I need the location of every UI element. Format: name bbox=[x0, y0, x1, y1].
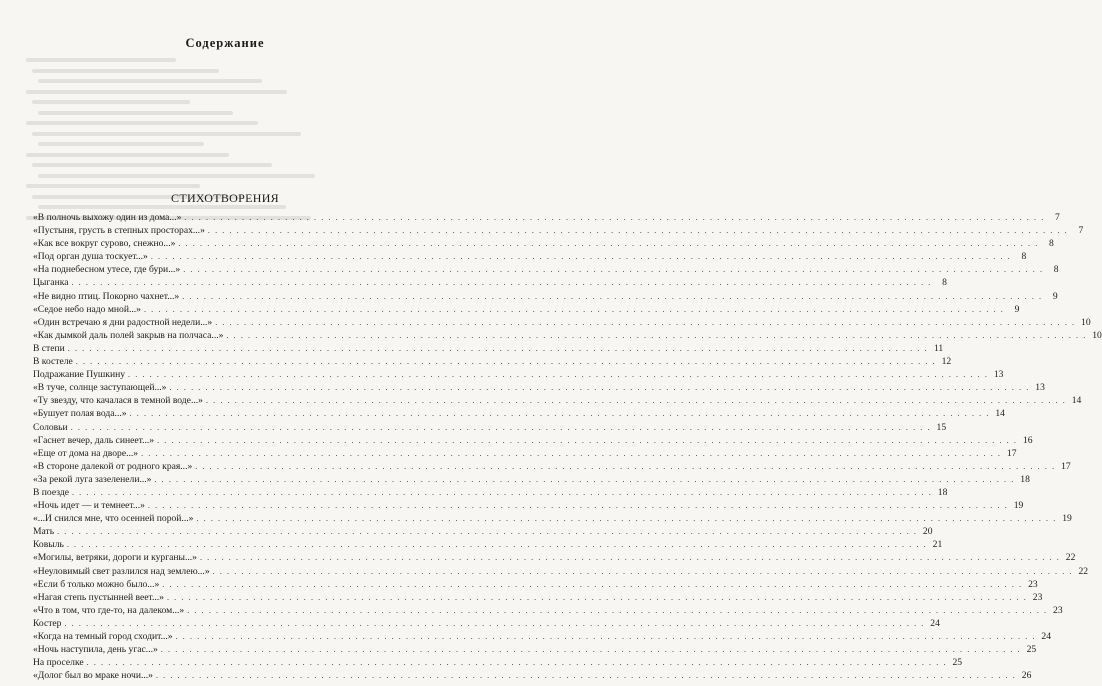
toc-entry bbox=[33, 460, 1071, 473]
toc-entry bbox=[33, 381, 1045, 394]
dot-leader: . . . . . . . . . . . . . . . . . . . . . . . . . . . . . . . . . . . . . . . . . . . . . . . . . . . . . . . . . . . . . . . . . . . . . . . . . . . . . . . . . . . . . . . . . . . . . . . . . . . . . . . . . . . . . . . . . . . . . . . . bbox=[155, 671, 1017, 681]
page-title: Содержание bbox=[185, 36, 265, 50]
toc-entry-title: Костер bbox=[33, 617, 62, 629]
toc-entry-title: «Ночь идет — и темнеет...» bbox=[33, 500, 145, 512]
toc-entry-title: «Как дымкой даль полей закрыв на полчаса...» bbox=[33, 329, 224, 341]
toc-entry-title: «Пустыня, грусть в степных просторах...» bbox=[33, 225, 205, 237]
dot-leader: . . . . . . . . . . . . . . . . . . . . . . . . . . . . . . . . . . . . . . . . . . . . . . . . . . . . . . . . . . . . . . . . . . . . . . . . . . . . . . . . . . . . . . . . . . . . . . . . . . . . . . . . . . . . . . . . . . . . . . . . bbox=[195, 461, 1056, 471]
toc-entry-title: В костеле bbox=[33, 356, 73, 368]
toc-entry bbox=[33, 486, 948, 499]
toc-entry-page: 18 bbox=[1020, 473, 1030, 485]
toc-entry-page: 17 bbox=[1061, 460, 1071, 472]
toc-entry-page: 23 bbox=[1053, 604, 1063, 616]
toc-entry-page: 8 bbox=[1049, 238, 1054, 250]
toc-entry-title: «Когда на темный город сходит...» bbox=[33, 631, 173, 642]
toc-entry-title: «За рекой луга зазеленели...» bbox=[33, 473, 152, 485]
toc-entry bbox=[33, 604, 1063, 617]
toc-entry-title: «На поднебесном утесе, где бури...» bbox=[33, 264, 181, 276]
dot-leader: . . . . . . . . . . . . . . . . . . . . . . . . . . . . . . . . . . . . . . . . . . . . . . . . . . . . . . . . . . . . . . . . . . . . . . . . . . . . . . . . . . . . . . . . . . . . . . . . . . . . . . . . . . . . . . . . . . . . . . . . bbox=[160, 645, 1022, 655]
toc-entry-page: 8 bbox=[1021, 251, 1027, 263]
toc-entry-page: 20 bbox=[922, 526, 933, 538]
dot-leader: . . . . . . . . . . . . . . . . . . . . . . . . . . . . . . . . . . . . . . . . . . . . . . . . . . . . . . . . . . . . . . . . . . . . . . . . . . . . . . . . . . . . . . . . . . . . . . . . . . . . . . . . . . . . . . . . . . . . . . . . bbox=[150, 252, 1012, 262]
dot-leader: . . . . . . . . . . . . . . . . . . . . . . . . . . . . . . . . . . . . . . . . . . . . . . . . . . . . . . . . . . . . . . . . . . . . . . . . . . . . . . . . . . . . . . . . . . . . . . . . . . . . . . . . . . . . . . . . . . . . . . . . bbox=[212, 566, 1074, 576]
toc-entry-page: 13 bbox=[993, 369, 1004, 381]
toc-entry-title: «Гаснет вечер, даль синеет...» bbox=[33, 434, 155, 446]
toc-entry-title: «Ночь наступила, день угас...» bbox=[33, 644, 158, 656]
dot-leader: . . . . . . . . . . . . . . . . . . . . . . . . . . . . . . . . . . . . . . . . . . . . . . . . . . . . . . . . . . . . . . . . . . . . . . . . . . . . . . . . . . . . . . . . . . . . . . . . . . . . . . . . . . . . . . . . . . . . . . . . bbox=[70, 422, 932, 432]
toc-entry-page: 11 bbox=[933, 342, 944, 354]
toc-entry-title: «Бушует полая вода...» bbox=[33, 408, 127, 420]
table-of-contents bbox=[33, 211, 1102, 682]
section-heading: СТИХОТВОРЕНИЯ bbox=[171, 191, 279, 205]
toc-entry-title: В степи bbox=[33, 342, 65, 354]
show-through-line bbox=[32, 100, 190, 104]
dot-leader: . . . . . . . . . . . . . . . . . . . . . . . . . . . . . . . . . . . . . . . . . . . . . . . . . . . . . . . . . . . . . . . . . . . . . . . . . . . . . . . . . . . . . . . . . . . . . . . . . . . . . . . . . . . . . . . . . . . . . . . . bbox=[175, 632, 1036, 641]
toc-entry-page: 14 bbox=[995, 408, 1005, 420]
show-through-line bbox=[38, 142, 204, 146]
dot-leader: . . . . . . . . . . . . . . . . . . . . . . . . . . . . . . . . . . . . . . . . . . . . . . . . . . . . . . . . . . . . . . . . . . . . . . . . . . . . . . . . . . . . . . . . . . . . . . . . . . . . . . . . . . . . . . . . . . . . . . . . bbox=[205, 396, 1067, 406]
dot-leader: . . . . . . . . . . . . . . . . . . . . . . . . . . . . . . . . . . . . . . . . . . . . . . . . . . . . . . . . . . . . . . . . . . . . . . . . . . . . . . . . . . . . . . . . . . . . . . . . . . . . . . . . . . . . . . . . . . . . . . . . bbox=[178, 239, 1039, 249]
toc-entry-title: Ковыль bbox=[33, 539, 64, 551]
show-through-line bbox=[26, 90, 287, 94]
toc-entry-title: «В туче, солнце заступающей...» bbox=[33, 382, 167, 394]
toc-entry bbox=[33, 303, 1020, 316]
dot-leader: . . . . . . . . . . . . . . . . . . . . . . . . . . . . . . . . . . . . . . . . . . . . . . . . . . . . . . . . . . . . . . . . . . . . . . . . . . . . . . . . . . . . . . . . . . . . . . . . . . . . . . . . . . . . . . . . . . . . . . . . bbox=[64, 618, 925, 628]
toc-entry-title: «Долог был во мраке ночи...» bbox=[33, 670, 153, 682]
toc-entry bbox=[33, 447, 1017, 460]
toc-entry-page: 12 bbox=[941, 356, 952, 368]
toc-entry-title: «В полночь выхожу один из дома...» bbox=[33, 212, 182, 223]
toc-entry bbox=[33, 656, 963, 669]
toc-entry bbox=[33, 578, 1038, 591]
dot-leader: . . . . . . . . . . . . . . . . . . . . . . . . . . . . . . . . . . . . . . . . . . . . . . . . . . . . . . . . . . . . . . . . . . . . . . . . . . . . . . . . . . . . . . . . . . . . . . . . . . . . . . . . . . . . . . . . . . . . . . . . bbox=[154, 474, 1015, 484]
toc-entry-title: «Ту звезду, что качалася в темной воде...» bbox=[33, 395, 203, 407]
toc-entry bbox=[33, 329, 1102, 342]
show-through-line bbox=[38, 79, 262, 83]
dot-leader: . . . . . . . . . . . . . . . . . . . . . . . . . . . . . . . . . . . . . . . . . . . . . . . . . . . . . . . . . . . . . . . . . . . . . . . . . . . . . . . . . . . . . . . . . . . . . . . . . . . . . . . . . . . . . . . . . . . . . . . . bbox=[128, 370, 989, 380]
toc-entry-title: «Неуловимый свет разлился над землею...» bbox=[33, 565, 210, 577]
toc-entry-page: 10 bbox=[1092, 329, 1102, 341]
toc-entry-page: 9 bbox=[1014, 303, 1020, 315]
show-through-line bbox=[26, 153, 229, 157]
toc-entry-page: 8 bbox=[942, 277, 947, 289]
toc-entry bbox=[33, 342, 944, 355]
toc-entry-title: «Еще от дома на дворе...» bbox=[33, 447, 139, 459]
toc-entry bbox=[33, 525, 933, 538]
toc-entry-page: 22 bbox=[1078, 565, 1089, 577]
toc-entry-page: 18 bbox=[937, 486, 948, 498]
toc-entry bbox=[33, 512, 1072, 525]
toc-entry bbox=[33, 407, 1005, 420]
toc-entry-title: На проселке bbox=[33, 657, 84, 669]
toc-entry bbox=[33, 237, 1054, 250]
toc-entry bbox=[33, 630, 1051, 643]
dot-leader: . . . . . . . . . . . . . . . . . . . . . . . . . . . . . . . . . . . . . . . . . . . . . . . . . . . . . . . . . . . . . . . . . . . . . . . . . . . . . . . . . . . . . . . . . . . . . . . . . . . . . . . . . . . . . . . . . . . . . . . . bbox=[183, 265, 1044, 275]
toc-entry bbox=[33, 617, 940, 630]
dot-leader: . . . . . . . . . . . . . . . . . . . . . . . . . . . . . . . . . . . . . . . . . . . . . . . . . . . . . . . . . . . . . . . . . . . . . . . . . . . . . . . . . . . . . . . . . . . . . . . . . . . . . . . . . . . . . . . . . . . . . . . . bbox=[71, 278, 932, 288]
toc-entry-page: 21 bbox=[932, 539, 943, 551]
toc-entry bbox=[33, 565, 1089, 578]
show-through-line bbox=[32, 69, 219, 73]
toc-entry-page: 16 bbox=[1022, 434, 1033, 446]
toc-entry-page: 24 bbox=[1041, 631, 1051, 642]
toc-entry bbox=[33, 276, 947, 289]
toc-entry-title: Цыганка bbox=[33, 277, 69, 289]
dot-leader: . . . . . . . . . . . . . . . . . . . . . . . . . . . . . . . . . . . . . . . . . . . . . . . . . . . . . . . . . . . . . . . . . . . . . . . . . . . . . . . . . . . . . . . . . . . . . . . . . . . . . . . . . . . . . . . . . . . . . . . . bbox=[57, 527, 918, 537]
toc-entry bbox=[33, 316, 1091, 329]
toc-entry-title: «Под орган душа тоскует...» bbox=[33, 251, 148, 263]
show-through-line bbox=[26, 121, 258, 125]
show-through-line bbox=[38, 111, 233, 115]
toc-entry-page: 9 bbox=[1052, 290, 1058, 302]
toc-entry-page: 25 bbox=[952, 657, 963, 669]
dot-leader: . . . . . . . . . . . . . . . . . . . . . . . . . . . . . . . . . . . . . . . . . . . . . . . . . . . . . . . . . . . . . . . . . . . . . . . . . . . . . . . . . . . . . . . . . . . . . . . . . . . . . . . . . . . . . . . . . . . . . . . . bbox=[86, 658, 948, 668]
dot-leader: . . . . . . . . . . . . . . . . . . . . . . . . . . . . . . . . . . . . . . . . . . . . . . . . . . . . . . . . . . . . . . . . . . . . . . . . . . . . . . . . . . . . . . . . . . . . . . . . . . . . . . . . . . . . . . . . . . . . . . . . bbox=[196, 514, 1057, 524]
toc-entry-title: «Что в том, что где-то, на далеком...» bbox=[33, 604, 185, 616]
toc-entry-title: Соловьи bbox=[33, 421, 68, 433]
toc-entry-title: «Не видно птиц. Покорно чахнет...» bbox=[33, 290, 180, 302]
toc-entry bbox=[33, 290, 1058, 303]
toc-entry bbox=[33, 499, 1024, 512]
dot-leader: . . . . . . . . . . . . . . . . . . . . . . . . . . . . . . . . . . . . . . . . . . . . . . . . . . . . . . . . . . . . . . . . . . . . . . . . . . . . . . . . . . . . . . . . . . . . . . . . . . . . . . . . . . . . . . . . . . . . . . . . bbox=[199, 553, 1061, 563]
toc-entry-page: 23 bbox=[1032, 591, 1043, 603]
toc-entry bbox=[33, 211, 1060, 224]
toc-entry-title: «...И снился мне, что осенней порой...» bbox=[33, 513, 194, 525]
dot-leader: . . . . . . . . . . . . . . . . . . . . . . . . . . . . . . . . . . . . . . . . . . . . . . . . . . . . . . . . . . . . . . . . . . . . . . . . . . . . . . . . . . . . . . . . . . . . . . . . . . . . . . . . . . . . . . . . . . . . . . . . bbox=[75, 357, 937, 367]
toc-entry bbox=[33, 421, 947, 434]
toc-entry bbox=[33, 224, 1084, 237]
toc-entry-title: «В стороне далекой от родного края...» bbox=[33, 460, 193, 472]
toc-entry-page: 13 bbox=[1035, 382, 1045, 394]
toc-entry-title: В поезде bbox=[33, 486, 69, 498]
toc-entry bbox=[33, 591, 1043, 604]
dot-leader: . . . . . . . . . . . . . . . . . . . . . . . . . . . . . . . . . . . . . . . . . . . . . . . . . . . . . . . . . . . . . . . . . . . . . . . . . . . . . . . . . . . . . . . . . . . . . . . . . . . . . . . . . . . . . . . . . . . . . . . . bbox=[143, 304, 1005, 314]
toc-entry bbox=[33, 434, 1033, 447]
toc-entry-page: 22 bbox=[1065, 552, 1076, 564]
dot-leader: . . . . . . . . . . . . . . . . . . . . . . . . . . . . . . . . . . . . . . . . . . . . . . . . . . . . . . . . . . . . . . . . . . . . . . . . . . . . . . . . . . . . . . . . . . . . . . . . . . . . . . . . . . . . . . . . . . . . . . . . bbox=[226, 330, 1087, 340]
dot-leader: . . . . . . . . . . . . . . . . . . . . . . . . . . . . . . . . . . . . . . . . . . . . . . . . . . . . . . . . . . . . . . . . . . . . . . . . . . . . . . . . . . . . . . . . . . . . . . . . . . . . . . . . . . . . . . . . . . . . . . . . bbox=[67, 343, 929, 353]
toc-entry-title: «Один встречаю я дни радостной недели...» bbox=[33, 316, 213, 328]
dot-leader: . . . . . . . . . . . . . . . . . . . . . . . . . . . . . . . . . . . . . . . . . . . . . . . . . . . . . . . . . . . . . . . . . . . . . . . . . . . . . . . . . . . . . . . . . . . . . . . . . . . . . . . . . . . . . . . . . . . . . . . . bbox=[147, 501, 1009, 511]
toc-entry bbox=[33, 263, 1059, 276]
toc-entry-page: 19 bbox=[1013, 500, 1024, 512]
toc-entry bbox=[33, 669, 1032, 682]
show-through-line bbox=[38, 174, 315, 178]
toc-entry-page: 7 bbox=[1078, 225, 1084, 237]
show-through-line bbox=[26, 184, 200, 188]
show-through-line bbox=[26, 58, 176, 62]
toc-entry-page: 23 bbox=[1028, 578, 1038, 590]
dot-leader: . . . . . . . . . . . . . . . . . . . . . . . . . . . . . . . . . . . . . . . . . . . . . . . . . . . . . . . . . . . . . . . . . . . . . . . . . . . . . . . . . . . . . . . . . . . . . . . . . . . . . . . . . . . . . . . . . . . . . . . . bbox=[166, 592, 1028, 602]
toc-entry bbox=[33, 538, 943, 551]
toc-entry-page: 19 bbox=[1062, 513, 1072, 525]
toc-entry-page: 14 bbox=[1071, 395, 1082, 407]
dot-leader: . . . . . . . . . . . . . . . . . . . . . . . . . . . . . . . . . . . . . . . . . . . . . . . . . . . . . . . . . . . . . . . . . . . . . . . . . . . . . . . . . . . . . . . . . . . . . . . . . . . . . . . . . . . . . . . . . . . . . . . . bbox=[187, 605, 1048, 615]
dot-leader: . . . . . . . . . . . . . . . . . . . . . . . . . . . . . . . . . . . . . . . . . . . . . . . . . . . . . . . . . . . . . . . . . . . . . . . . . . . . . . . . . . . . . . . . . . . . . . . . . . . . . . . . . . . . . . . . . . . . . . . . bbox=[157, 435, 1018, 445]
dot-leader: . . . . . . . . . . . . . . . . . . . . . . . . . . . . . . . . . . . . . . . . . . . . . . . . . . . . . . . . . . . . . . . . . . . . . . . . . . . . . . . . . . . . . . . . . . . . . . . . . . . . . . . . . . . . . . . . . . . . . . . . bbox=[169, 383, 1030, 393]
toc-entry bbox=[33, 643, 1037, 656]
toc-entry-title: Мать bbox=[33, 526, 55, 538]
toc-entry bbox=[33, 355, 952, 368]
toc-entry bbox=[33, 250, 1027, 263]
toc-entry-title: «Седое небо надо мной...» bbox=[33, 303, 141, 315]
toc-entry-title: «Могилы, ветряки, дороги и курганы...» bbox=[33, 552, 197, 564]
dot-leader: . . . . . . . . . . . . . . . . . . . . . . . . . . . . . . . . . . . . . . . . . . . . . . . . . . . . . . . . . . . . . . . . . . . . . . . . . . . . . . . . . . . . . . . . . . . . . . . . . . . . . . . . . . . . . . . . . . . . . . . . bbox=[184, 213, 1045, 222]
toc-entry-title: «Как все вокруг сурово, снежно...» bbox=[33, 238, 176, 250]
toc-entry bbox=[33, 473, 1030, 486]
toc-entry-page: 7 bbox=[1055, 212, 1060, 223]
dot-leader: . . . . . . . . . . . . . . . . . . . . . . . . . . . . . . . . . . . . . . . . . . . . . . . . . . . . . . . . . . . . . . . . . . . . . . . . . . . . . . . . . . . . . . . . . . . . . . . . . . . . . . . . . . . . . . . . . . . . . . . . bbox=[207, 226, 1069, 236]
toc-entry-page: 24 bbox=[930, 617, 940, 629]
toc-entry bbox=[33, 394, 1082, 407]
toc-entry bbox=[33, 551, 1076, 564]
toc-entry-page: 8 bbox=[1053, 264, 1059, 276]
show-through-line bbox=[32, 132, 301, 136]
dot-leader: . . . . . . . . . . . . . . . . . . . . . . . . . . . . . . . . . . . . . . . . . . . . . . . . . . . . . . . . . . . . . . . . . . . . . . . . . . . . . . . . . . . . . . . . . . . . . . . . . . . . . . . . . . . . . . . . . . . . . . . . bbox=[141, 448, 1002, 458]
toc-entry bbox=[33, 368, 1004, 381]
toc-entry-title: Подражание Пушкину bbox=[33, 369, 126, 381]
toc-entry-page: 17 bbox=[1006, 447, 1017, 459]
toc-entry-page: 26 bbox=[1021, 670, 1032, 682]
dot-leader: . . . . . . . . . . . . . . . . . . . . . . . . . . . . . . . . . . . . . . . . . . . . . . . . . . . . . . . . . . . . . . . . . . . . . . . . . . . . . . . . . . . . . . . . . . . . . . . . . . . . . . . . . . . . . . . . . . . . . . . . bbox=[215, 317, 1076, 327]
dot-leader: . . . . . . . . . . . . . . . . . . . . . . . . . . . . . . . . . . . . . . . . . . . . . . . . . . . . . . . . . . . . . . . . . . . . . . . . . . . . . . . . . . . . . . . . . . . . . . . . . . . . . . . . . . . . . . . . . . . . . . . . bbox=[66, 540, 928, 550]
dot-leader: . . . . . . . . . . . . . . . . . . . . . . . . . . . . . . . . . . . . . . . . . . . . . . . . . . . . . . . . . . . . . . . . . . . . . . . . . . . . . . . . . . . . . . . . . . . . . . . . . . . . . . . . . . . . . . . . . . . . . . . . bbox=[71, 487, 933, 497]
toc-entry-page: 10 bbox=[1081, 316, 1091, 328]
toc-entry-page: 25 bbox=[1026, 644, 1037, 656]
toc-entry-page: 15 bbox=[936, 421, 947, 433]
dot-leader: . . . . . . . . . . . . . . . . . . . . . . . . . . . . . . . . . . . . . . . . . . . . . . . . . . . . . . . . . . . . . . . . . . . . . . . . . . . . . . . . . . . . . . . . . . . . . . . . . . . . . . . . . . . . . . . . . . . . . . . . bbox=[182, 291, 1043, 301]
show-through-line bbox=[32, 163, 272, 167]
toc-entry-title: «Нагая степь пустынней веет...» bbox=[33, 591, 164, 603]
dot-leader: . . . . . . . . . . . . . . . . . . . . . . . . . . . . . . . . . . . . . . . . . . . . . . . . . . . . . . . . . . . . . . . . . . . . . . . . . . . . . . . . . . . . . . . . . . . . . . . . . . . . . . . . . . . . . . . . . . . . . . . . bbox=[162, 579, 1023, 589]
dot-leader: . . . . . . . . . . . . . . . . . . . . . . . . . . . . . . . . . . . . . . . . . . . . . . . . . . . . . . . . . . . . . . . . . . . . . . . . . . . . . . . . . . . . . . . . . . . . . . . . . . . . . . . . . . . . . . . . . . . . . . . . bbox=[129, 409, 990, 419]
toc-entry-title: «Если б только можно было...» bbox=[33, 578, 160, 590]
